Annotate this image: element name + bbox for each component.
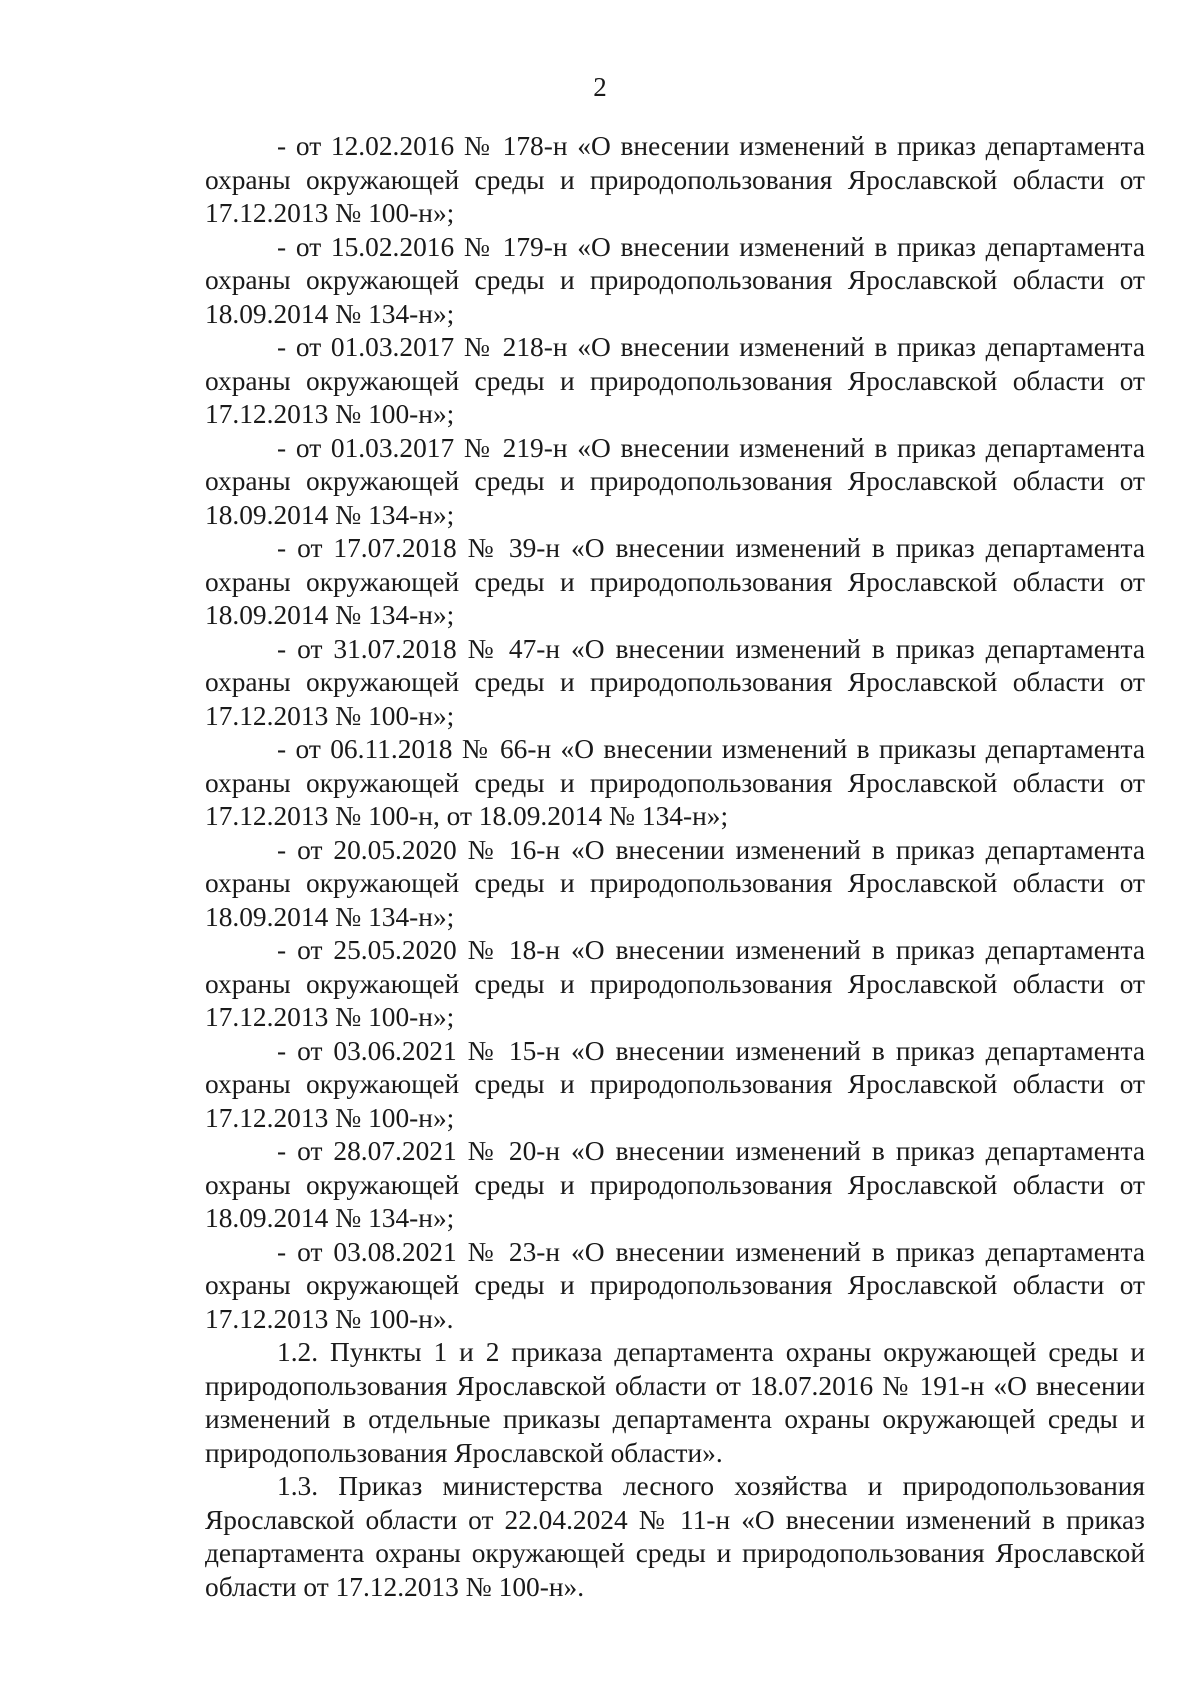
clause-paragraph-1-3: 1.3. Приказ министерства лесного хозяйства и природопользования Ярославской области от 22.04.2024 № 11-н «О внесении изменений в приказ департамента охраны окружающей среды и природопользования Ярославской области от 17.12.2013 № 100-н». [205,1471,1145,1602]
list-item: - от 06.11.2018 № 66-н «О внесении изменений в приказы департамента охраны окружающей среды и природопользования Ярославской области от 17.12.2013 № 100-н, от 18.09.2014 № 134-н»; [205,734,1145,831]
document-body [205,130,1145,1604]
list-item: - от 20.05.2020 № 16-н «О внесении изменений в приказ департамента охраны окружающей среды и природопользования Ярославской области от 18.09.2014 № 134-н»; [205,834,1145,932]
list-item: - от 25.05.2020 № 18-н «О внесении изменений в приказ департамента охраны окружающей среды и природопользования Ярославской области от 17.12.2013 № 100-н»; [205,935,1145,1032]
clause-paragraph-1-2: 1.2. Пункты 1 и 2 приказа департамента охраны окружающей среды и природопользования Ярославской области от 18.07.2016 № 191-н «О внесении изменений в отдельные приказы департамента охраны окружающей среды и природопользования Ярославской области». [205,1337,1145,1468]
list-item: - от 17.07.2018 № 39-н «О внесении изменений в приказ департамента охраны окружающей среды и природопользования Ярославской области от 18.09.2014 № 134-н»; [205,533,1145,630]
list-item: - от 03.08.2021 № 23-н «О внесении изменений в приказ департамента охраны окружающей среды и природопользования Ярославской области от 17.12.2013 № 100-н». [205,1236,1145,1334]
list-item: - от 03.06.2021 № 15-н «О внесении изменений в приказ департамента охраны окружающей среды и природопользования Ярославской области от 17.12.2013 № 100-н»; [205,1035,1145,1133]
list-item: - от 15.02.2016 № 179-н «О внесении изменений в приказ департамента охраны окружающей среды и природопользования Ярославской области от 18.09.2014 № 134-н»; [205,231,1145,329]
list-item: - от 28.07.2021 № 20-н «О внесении изменений в приказ департамента охраны окружающей среды и природопользования Ярославской области от 18.09.2014 № 134-н»; [205,1136,1145,1233]
list-item: - от 12.02.2016 № 178-н «О внесении изменений в приказ департамента охраны окружающей среды и природопользования Ярославской области от 17.12.2013 № 100-н»; [205,131,1145,228]
list-item: - от 01.03.2017 № 219-н «О внесении изменений в приказ департамента охраны окружающей среды и природопользования Ярославской области от 18.09.2014 № 134-н»; [205,432,1145,530]
page-number: 2 [593,72,607,102]
list-item: - от 31.07.2018 № 47-н «О внесении изменений в приказ департамента охраны окружающей среды и природопользования Ярославской области от 17.12.2013 № 100-н»; [205,633,1145,731]
list-item: - от 01.03.2017 № 218-н «О внесении изменений в приказ департамента охраны окружающей среды и природопользования Ярославской области от 17.12.2013 № 100-н»; [205,332,1145,429]
